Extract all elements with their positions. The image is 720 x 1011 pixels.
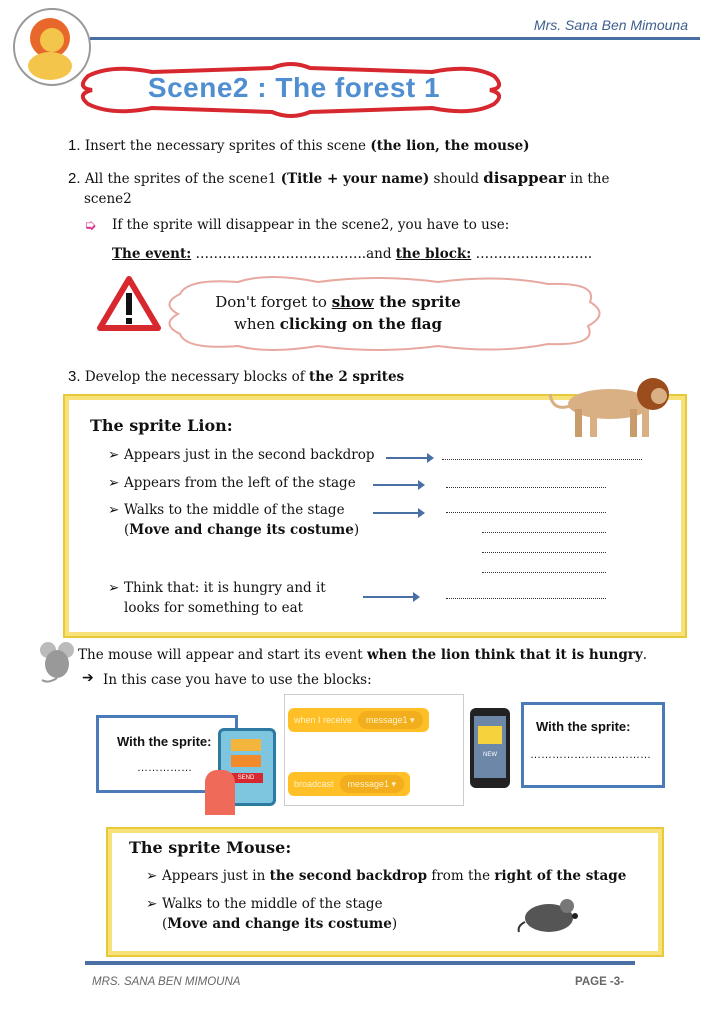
instruction-bold: (the lion, the mouse) bbox=[370, 138, 530, 154]
footer-rule bbox=[85, 961, 635, 965]
instruction-text: All the sprites of the scene1 bbox=[84, 171, 281, 187]
new-message-text: NEW bbox=[483, 752, 497, 758]
receiver-phone-image bbox=[470, 708, 510, 788]
receiver-blank[interactable]: …………………………… bbox=[530, 749, 651, 761]
mouse-bullet: ➢ Appears just in the second backdrop from the right of the stage bbox=[146, 868, 627, 884]
block-blank[interactable]: …………………….. bbox=[471, 246, 593, 262]
bullet-bold: right of the stage bbox=[494, 868, 627, 884]
event-block-line bbox=[112, 246, 592, 262]
receiver-sprite-box bbox=[521, 702, 665, 788]
mouse-intro-text bbox=[78, 647, 647, 663]
bullet-text: looks for something to eat bbox=[124, 600, 304, 616]
warning-bold: the sprite bbox=[373, 293, 461, 311]
answer-blank[interactable] bbox=[482, 532, 606, 533]
intro-bold: when the lion think that it is hungry bbox=[366, 647, 643, 663]
bullet-text: from the bbox=[427, 868, 495, 884]
send-button: SEND bbox=[229, 773, 263, 783]
answer-blank[interactable] bbox=[482, 552, 606, 553]
message-dropdown[interactable]: message1 ▾ bbox=[358, 711, 423, 729]
receiver-label: With the sprite: bbox=[536, 719, 631, 734]
instruction-2 bbox=[68, 168, 628, 209]
lion-image bbox=[545, 374, 675, 440]
instruction-bold: the 2 sprites bbox=[309, 369, 405, 385]
answer-blank[interactable] bbox=[446, 512, 606, 513]
instruction-text: scene2 bbox=[84, 191, 132, 207]
lion-box-title: The sprite Lion: bbox=[90, 416, 233, 435]
answer-blank[interactable] bbox=[442, 459, 642, 460]
author-header: Mrs. Sana Ben Mimouna bbox=[533, 17, 688, 33]
lion-bullet: ➢ Appears just in the second backdrop bbox=[108, 447, 375, 463]
bullet-bold: Move and change its costume bbox=[167, 916, 392, 932]
warning-text bbox=[160, 291, 516, 335]
blocks-hint: In this case you have to use the blocks: bbox=[103, 672, 372, 688]
item-number: 1. bbox=[68, 137, 81, 154]
warning-text-part: when bbox=[233, 315, 280, 333]
answer-blank[interactable] bbox=[446, 487, 606, 488]
bullet-text: Think that: it is hungry and it bbox=[124, 580, 326, 596]
warning-icon bbox=[97, 276, 161, 332]
item-number: 2. bbox=[68, 170, 81, 187]
sender-blank[interactable]: …………… bbox=[137, 762, 192, 774]
instruction-bold: disappear bbox=[483, 169, 566, 187]
arrow-right-icon: ➔ bbox=[82, 670, 94, 686]
broadcast-block[interactable] bbox=[288, 772, 410, 796]
arrow-icon bbox=[373, 484, 423, 486]
and-text: and bbox=[366, 246, 396, 262]
block-label: broadcast bbox=[294, 779, 334, 789]
bullet-bold: the second backdrop bbox=[269, 868, 428, 884]
sender-label: With the sprite: bbox=[117, 734, 212, 749]
event-label: The event: bbox=[112, 246, 192, 262]
mouse-bullet: ➢ Walks to the middle of the stage (Move and change its costume) bbox=[146, 896, 398, 932]
instruction-1 bbox=[68, 137, 530, 154]
bullet-text: Walks to the middle of the stage bbox=[124, 502, 345, 518]
when-i-receive-block[interactable] bbox=[288, 708, 429, 732]
warning-text-part: Don't forget to bbox=[215, 293, 332, 311]
hint-text: If the sprite will disappear in the scene2, you have to use: bbox=[112, 217, 510, 233]
instruction-text: should bbox=[429, 171, 484, 187]
instruction-3 bbox=[68, 368, 404, 385]
pointer-arrow-icon: ➭ bbox=[84, 216, 97, 234]
block-label: when I receive bbox=[294, 715, 353, 725]
block-label: the block: bbox=[395, 246, 472, 262]
arrow-icon bbox=[363, 596, 418, 598]
message-dropdown[interactable]: message1 ▾ bbox=[340, 775, 405, 793]
hand-image bbox=[205, 770, 235, 815]
warning-bold: clicking on the flag bbox=[279, 315, 443, 333]
instruction-text: Insert the necessary sprites of this scene bbox=[84, 138, 371, 154]
page-number: PAGE -3- bbox=[575, 976, 624, 988]
page-title: Scene2 : The forest 1 bbox=[147, 72, 441, 103]
bullet-text: Appears from the left of the stage bbox=[124, 475, 356, 491]
answer-blank[interactable] bbox=[446, 598, 606, 599]
warning-bold: show bbox=[331, 293, 374, 311]
arrow-icon bbox=[373, 512, 423, 514]
intro-text: The mouse will appear and start its event bbox=[78, 647, 367, 663]
instruction-text: in the bbox=[565, 171, 610, 187]
mouse-image bbox=[515, 892, 585, 936]
footer-author: MRS. SANA BEN MIMOUNA bbox=[92, 976, 241, 988]
header-rule bbox=[90, 37, 700, 40]
bullet-text: Appears just in bbox=[162, 868, 270, 884]
instruction-bold: (Title + your name) bbox=[280, 171, 430, 187]
intro-text: . bbox=[642, 647, 648, 663]
answer-blank[interactable] bbox=[482, 572, 606, 573]
lion-bullet: ➢ Walks to the middle of the stage (Move and change its costume) bbox=[108, 502, 360, 538]
mouse-icon bbox=[38, 640, 78, 686]
instruction-text: Develop the necessary blocks of bbox=[84, 369, 309, 385]
mouse-box-title: The sprite Mouse: bbox=[129, 838, 292, 857]
bullet-text: Appears just in the second backdrop bbox=[124, 447, 375, 463]
bullet-bold: Move and change its costume bbox=[129, 522, 354, 538]
item-number: 3. bbox=[68, 368, 81, 385]
event-blank[interactable]: ……………………………….. bbox=[195, 246, 367, 262]
bullet-text: Walks to the middle of the stage bbox=[162, 896, 383, 912]
lion-bullet: ➢ Think that: it is hungry and it looks for something to eat bbox=[108, 580, 326, 616]
lion-bullet: ➢ Appears from the left of the stage bbox=[108, 475, 356, 491]
arrow-icon bbox=[386, 457, 432, 459]
